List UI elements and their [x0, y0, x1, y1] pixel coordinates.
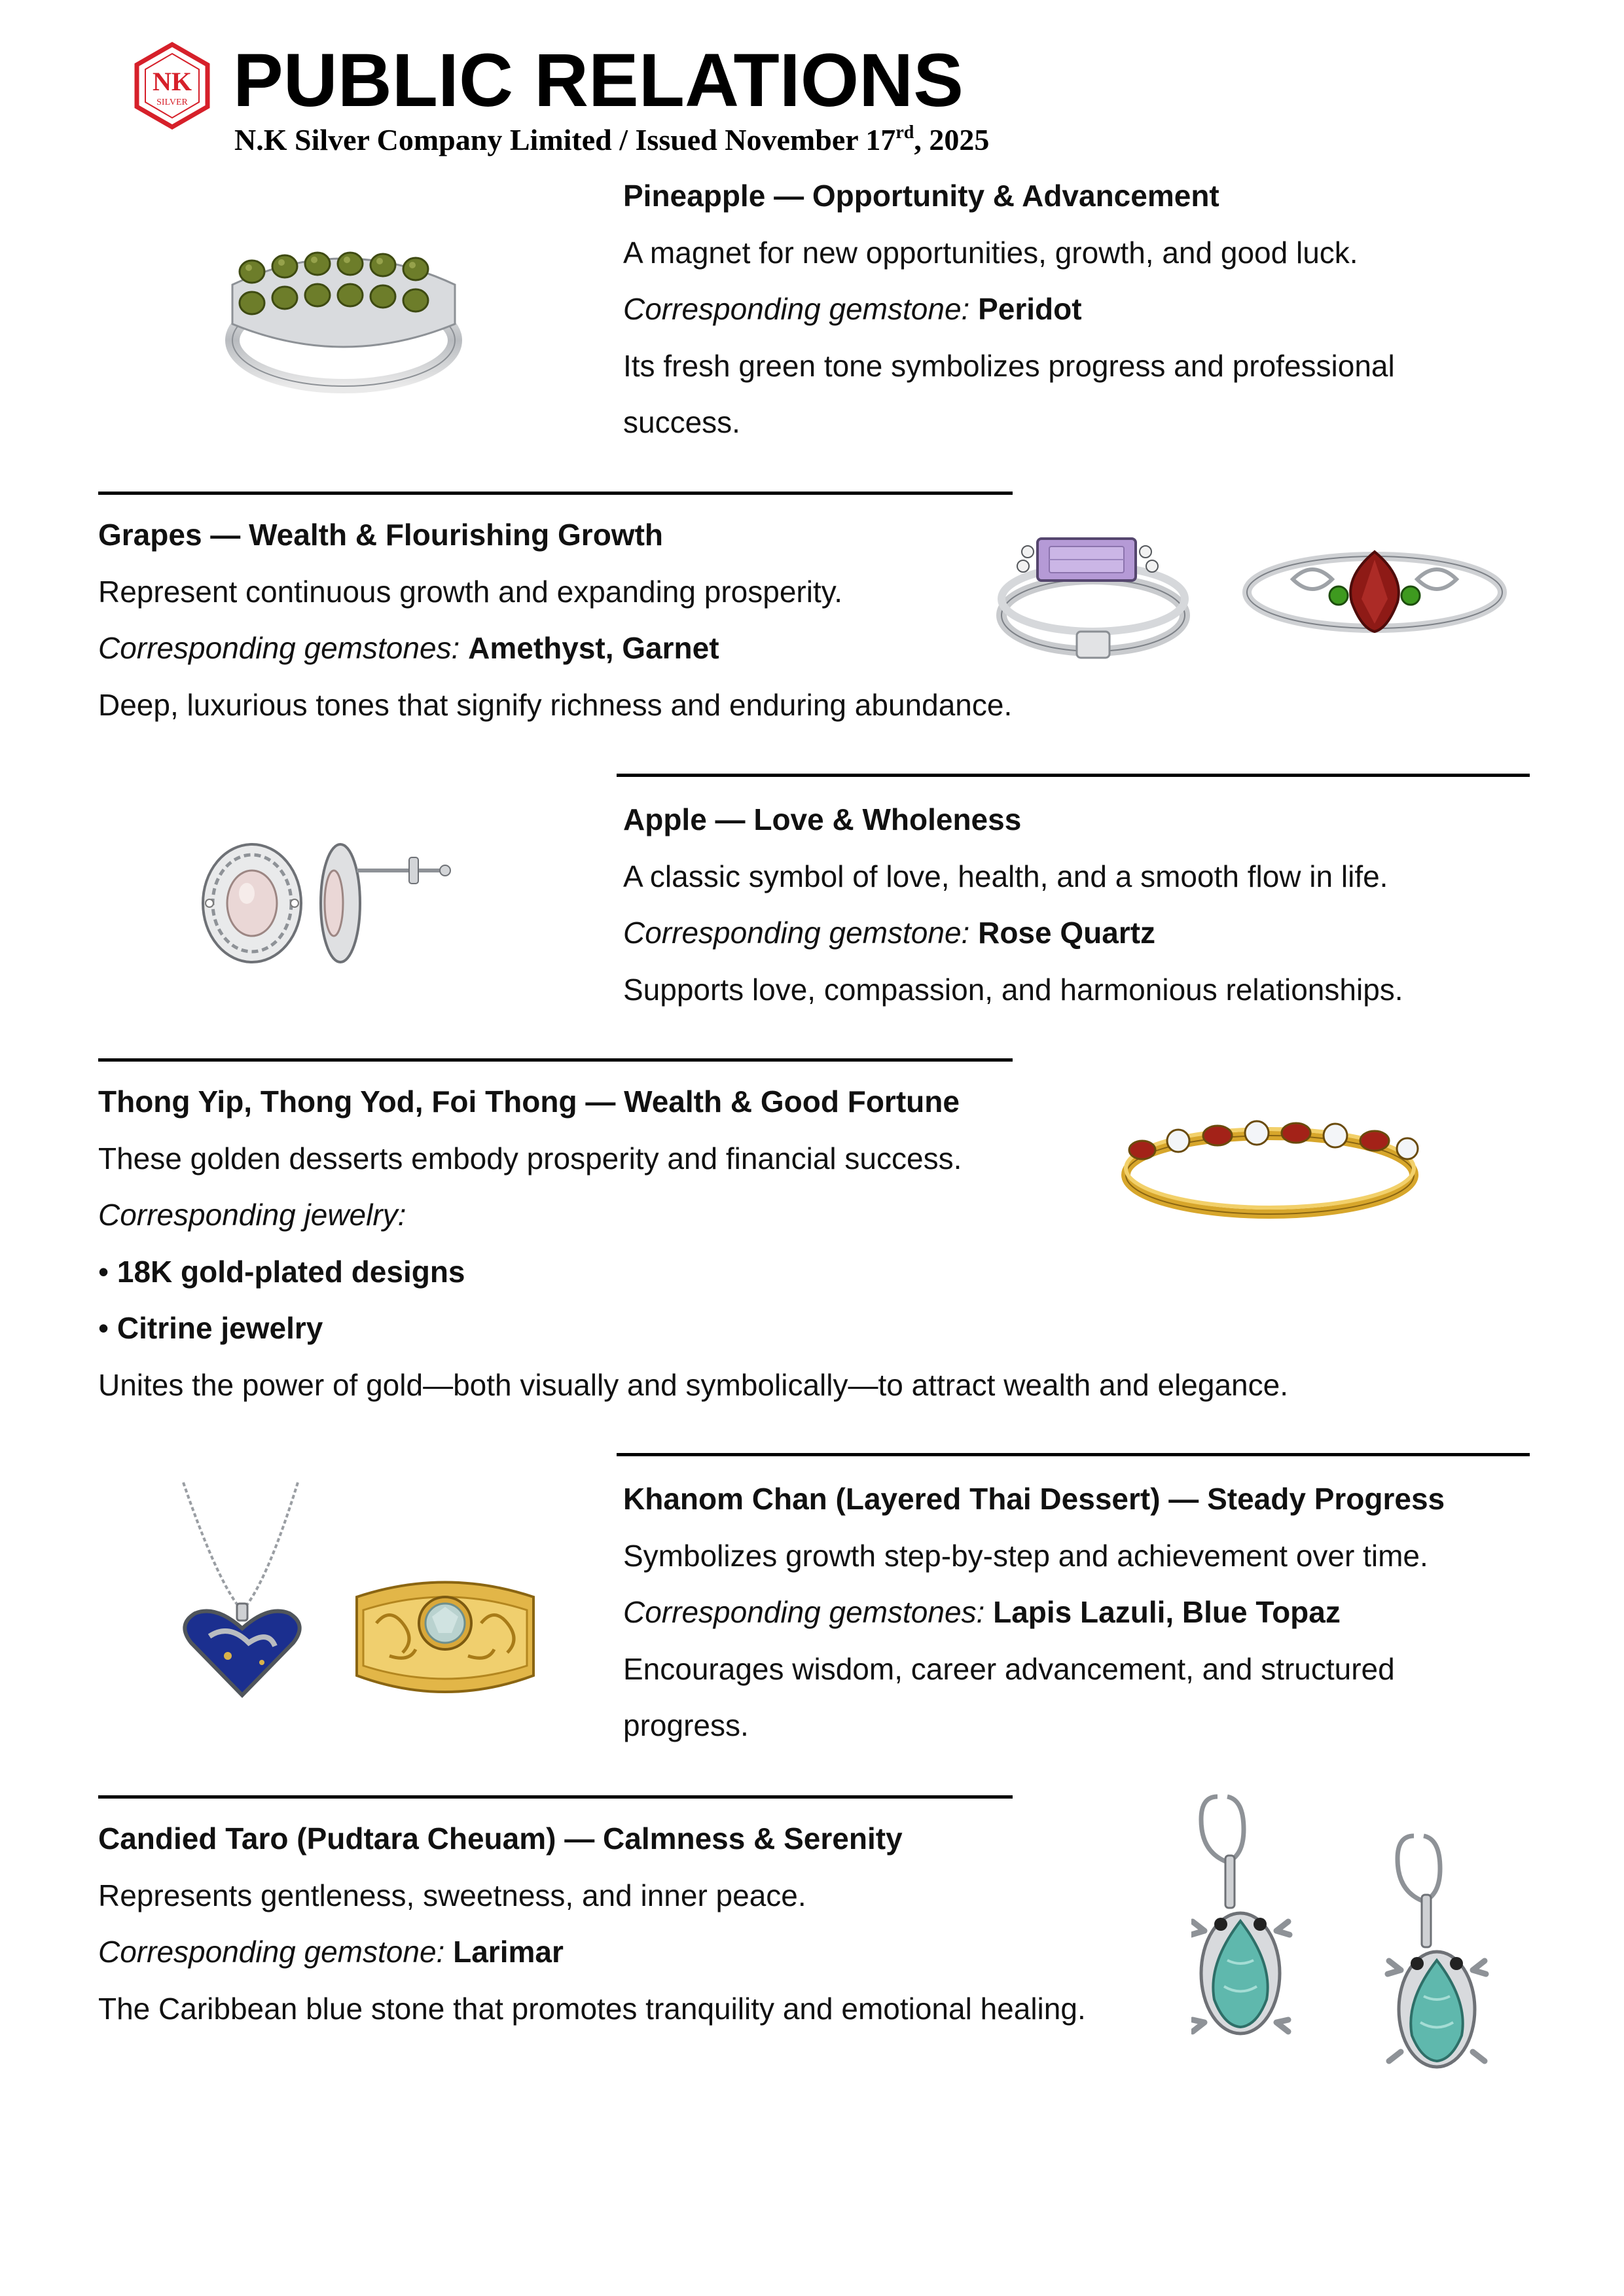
garnet-ring-image — [1240, 533, 1509, 641]
section-detail: The Caribbean blue stone that promotes tranquility and emotional healing. — [98, 1991, 1086, 2026]
section-detail: Unites the power of gold—both visually and symbolically—to attract wealth and elegance. — [98, 1367, 1288, 1402]
section-description: Represents gentleness, sweetness, and inner peace. — [98, 1878, 806, 1912]
section-thong-yip — [98, 1073, 1288, 1413]
subtitle-ordinal: rd — [895, 122, 914, 143]
section-detail-continued: success. — [623, 405, 740, 439]
section-description: Represent continuous growth and expanding prosperity. — [98, 574, 843, 609]
peridot-ring-image — [223, 226, 465, 396]
gemstone-label: Corresponding gemstone: — [98, 1935, 445, 1969]
gemstone-line — [623, 1584, 1445, 1641]
section-heading: Pineapple — Opportunity & Advancement — [623, 179, 1219, 213]
section-detail: Its fresh green tone symbolizes progress and professional — [623, 348, 1395, 383]
section-divider — [98, 1058, 1013, 1062]
section-khanom-chan — [623, 1471, 1445, 1754]
gemstone-value: Lapis Lazuli, Blue Topaz — [993, 1595, 1341, 1629]
bullet-text: Citrine jewelry — [117, 1311, 323, 1345]
section-divider — [98, 1795, 1013, 1799]
bullet-text: 18K gold-plated designs — [117, 1254, 465, 1289]
bullet-marker: • — [98, 1311, 117, 1345]
frog-earring-right — [1388, 1836, 1486, 2067]
page-title: PUBLIC RELATIONS — [233, 39, 964, 122]
gemstone-label: Corresponding gemstones: — [623, 1595, 985, 1629]
subtitle-suffix: , 2025 — [914, 123, 990, 156]
larimar-frog-earrings-image — [1191, 1790, 1506, 2091]
frog-earring-left — [1191, 1797, 1290, 2034]
subtitle-prefix: N.K Silver Company Limited / Issued November 17 — [234, 123, 896, 156]
section-heading: Apple — Love & Wholeness — [623, 802, 1022, 836]
section-heading: Grapes — Wealth & Flourishing Growth — [98, 518, 663, 552]
rose-quartz-earrings-image — [200, 841, 455, 965]
lapis-heart-pendant-image — [177, 1479, 308, 1702]
logo-mark-icon — [128, 42, 216, 130]
logo-subtext: SILVER — [156, 98, 188, 107]
section-detail: Encourages wisdom, career advancement, and structured — [623, 1651, 1395, 1686]
gemstone-label: Corresponding gemstone: — [623, 292, 970, 326]
amethyst-ring-image — [992, 520, 1195, 668]
gemstone-line — [98, 1924, 1086, 1981]
section-apple — [623, 791, 1403, 1018]
section-description: A classic symbol of love, health, and a smooth flow in life. — [623, 859, 1388, 893]
gold-garnet-band-image — [1116, 1103, 1424, 1227]
gemstone-value: Amethyst, Garnet — [468, 631, 719, 665]
gemstone-label: Corresponding gemstone: — [623, 916, 970, 950]
bullet-item — [98, 1244, 1288, 1300]
section-description: Symbolizes growth step-by-step and achievement over time. — [623, 1538, 1428, 1573]
gemstone-line — [98, 620, 1012, 677]
section-detail: Supports love, compassion, and harmonious relationships. — [623, 972, 1403, 1007]
section-description: These golden desserts embody prosperity and financial success. — [98, 1141, 962, 1175]
gemstone-label: Corresponding gemstones: — [98, 631, 460, 665]
section-pineapple — [623, 168, 1395, 451]
gemstone-line — [623, 905, 1403, 961]
gemstone-value: Peridot — [978, 292, 1082, 326]
section-divider — [617, 774, 1530, 777]
gemstone-value: Rose Quartz — [978, 916, 1156, 950]
page-subtitle — [234, 122, 989, 158]
section-heading: Candied Taro (Pudtara Cheuam) — Calmness & Serenity — [98, 1821, 903, 1856]
section-candied-taro — [98, 1810, 1086, 2037]
gemstone-value: Larimar — [453, 1935, 564, 1969]
section-detail: Deep, luxurious tones that signify richness and enduring abundance. — [98, 687, 1013, 722]
company-logo — [128, 42, 216, 130]
section-grapes — [98, 507, 1012, 733]
logo-text: NK — [153, 67, 192, 96]
section-divider — [98, 492, 1013, 495]
bullet-marker: • — [98, 1254, 117, 1289]
section-divider — [617, 1453, 1530, 1456]
jewelry-label-line — [98, 1187, 1288, 1244]
section-description: A magnet for new opportunities, growth, and good luck. — [623, 235, 1358, 270]
blue-topaz-gold-ring-image — [350, 1571, 540, 1708]
section-heading: Khanom Chan (Layered Thai Dessert) — Steady Progress — [623, 1482, 1445, 1516]
section-detail-continued: progress. — [623, 1708, 749, 1742]
jewelry-label: Corresponding jewelry: — [98, 1198, 406, 1232]
gemstone-line — [623, 281, 1395, 338]
bullet-item — [98, 1300, 1288, 1357]
section-heading: Thong Yip, Thong Yod, Foi Thong — Wealth & Good Fortune — [98, 1085, 960, 1119]
